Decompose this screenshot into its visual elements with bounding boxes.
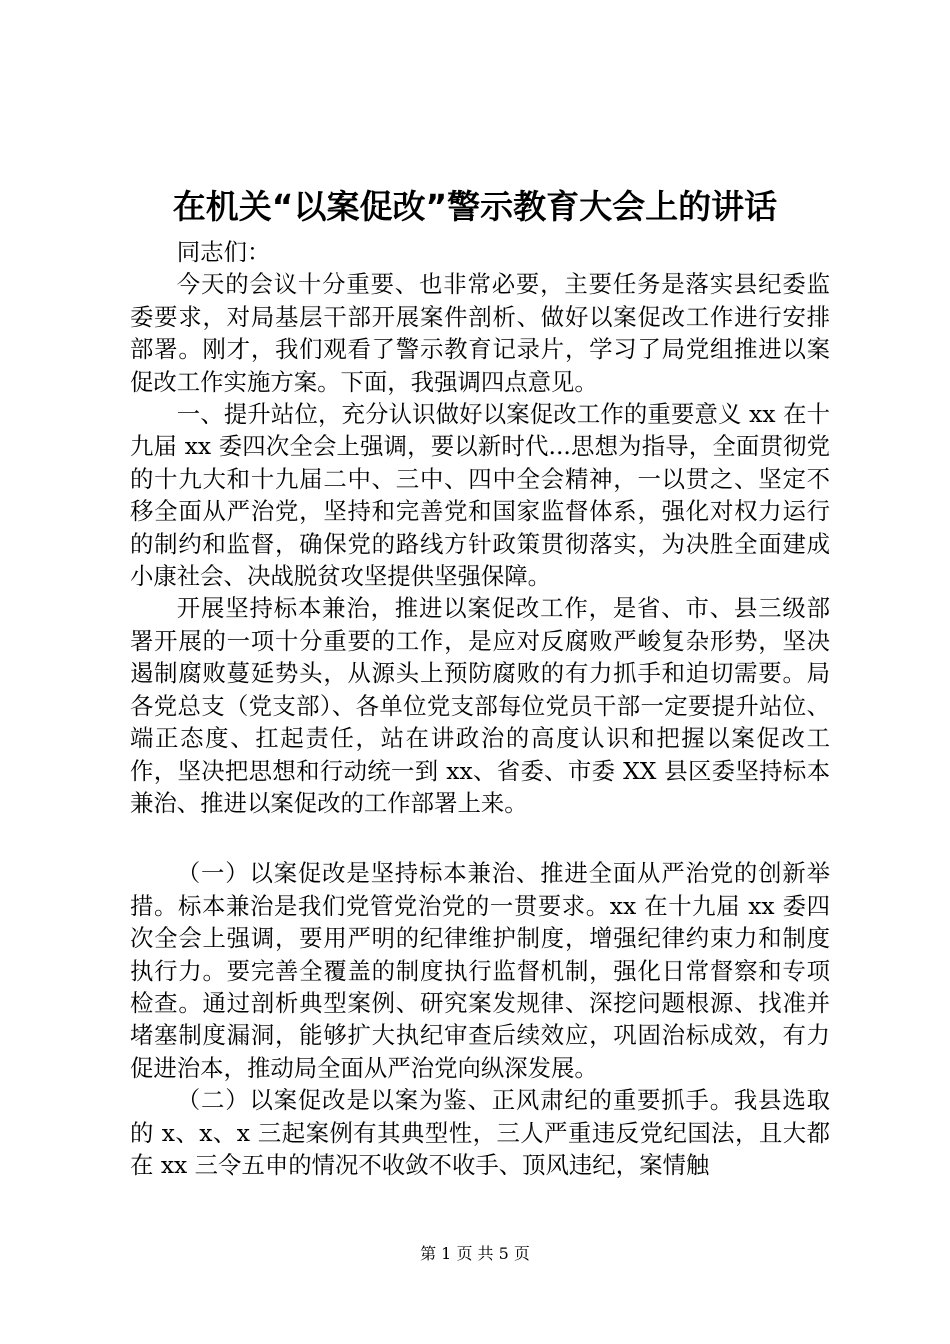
paragraph-subsection-two: （二）以案促改是以案为鉴、正风肃纪的重要抓手。我县选取的 x、x、x 三起案例有其典型性，三人严重违反党纪国法，且大都在 xx 三令五申的情况不收敛不收手、顶风违纪，案情触 bbox=[130, 1086, 830, 1179]
paragraph-spacer bbox=[130, 819, 830, 857]
page-number-footer: 第 1 页 共 5 页 bbox=[420, 1244, 530, 1263]
paragraph-subsection-one: （一）以案促改是坚持标本兼治、推进全面从严治党的创新举措。标本兼治是我们党管党治党的一贯要求。xx 在十九届 xx 委四次全会上强调，要用严明的纪律维护制度，增强纪律约束力和制度执行力。要完善全覆盖的制度执行监督机制，强化日常督察和专项检查。通过剖析典型案例、研究案发规律、深挖问题根源、找准并堵塞制度漏洞，能够扩大执纪审查后续效应，巩固治标成效，有力促进治本，推动局全面从严治党向纵深发展。 bbox=[130, 859, 830, 1082]
paragraph-intro: 今天的会议十分重要、也非常必要，主要任务是落实县纪委监委要求，对局基层干部开展案件剖析、做好以案促改工作进行安排部署。刚才，我们观看了警示教育记录片，学习了局党组推进以案促改工作实施方案。下面，我强调四点意见。 bbox=[130, 270, 830, 396]
document-body bbox=[130, 236, 830, 1181]
salutation: 同志们： bbox=[176, 238, 271, 266]
paragraph-section-one: 一、提升站位，充分认识做好以案促改工作的重要意义 xx 在十九届 xx 委四次全会上强调，要以新时代...思想为指导，全面贯彻党的十九大和十九届二中、三中、四中全会精神，一以贯之、坚定不移全面从严治党，坚持和完善党和国家监督体系，强化对权力运行的制约和监督，确保党的路线方针政策贯彻落实，为决胜全面建成小康社会、决战脱贫攻坚提供坚强保障。 bbox=[130, 400, 830, 591]
paragraph-work-deployment: 开展坚持标本兼治，推进以案促改工作，是省、市、县三级部署开展的一项十分重要的工作，是应对反腐败严峻复杂形势，坚决遏制腐败蔓延势头，从源头上预防腐败的有力抓手和迫切需要。局各党总支（党支部）、各单位党支部每位党员干部一定要提升站位、端正态度、扛起责任，站在讲政治的高度认识和把握以案促改工作，坚决把思想和行动统一到 xx、省委、市委 XX 县区委坚持标本兼治、推进以案促改的工作部署上来。 bbox=[130, 594, 830, 817]
document-title: 在机关“以案促改”警示教育大会上的讲话 bbox=[172, 187, 778, 226]
